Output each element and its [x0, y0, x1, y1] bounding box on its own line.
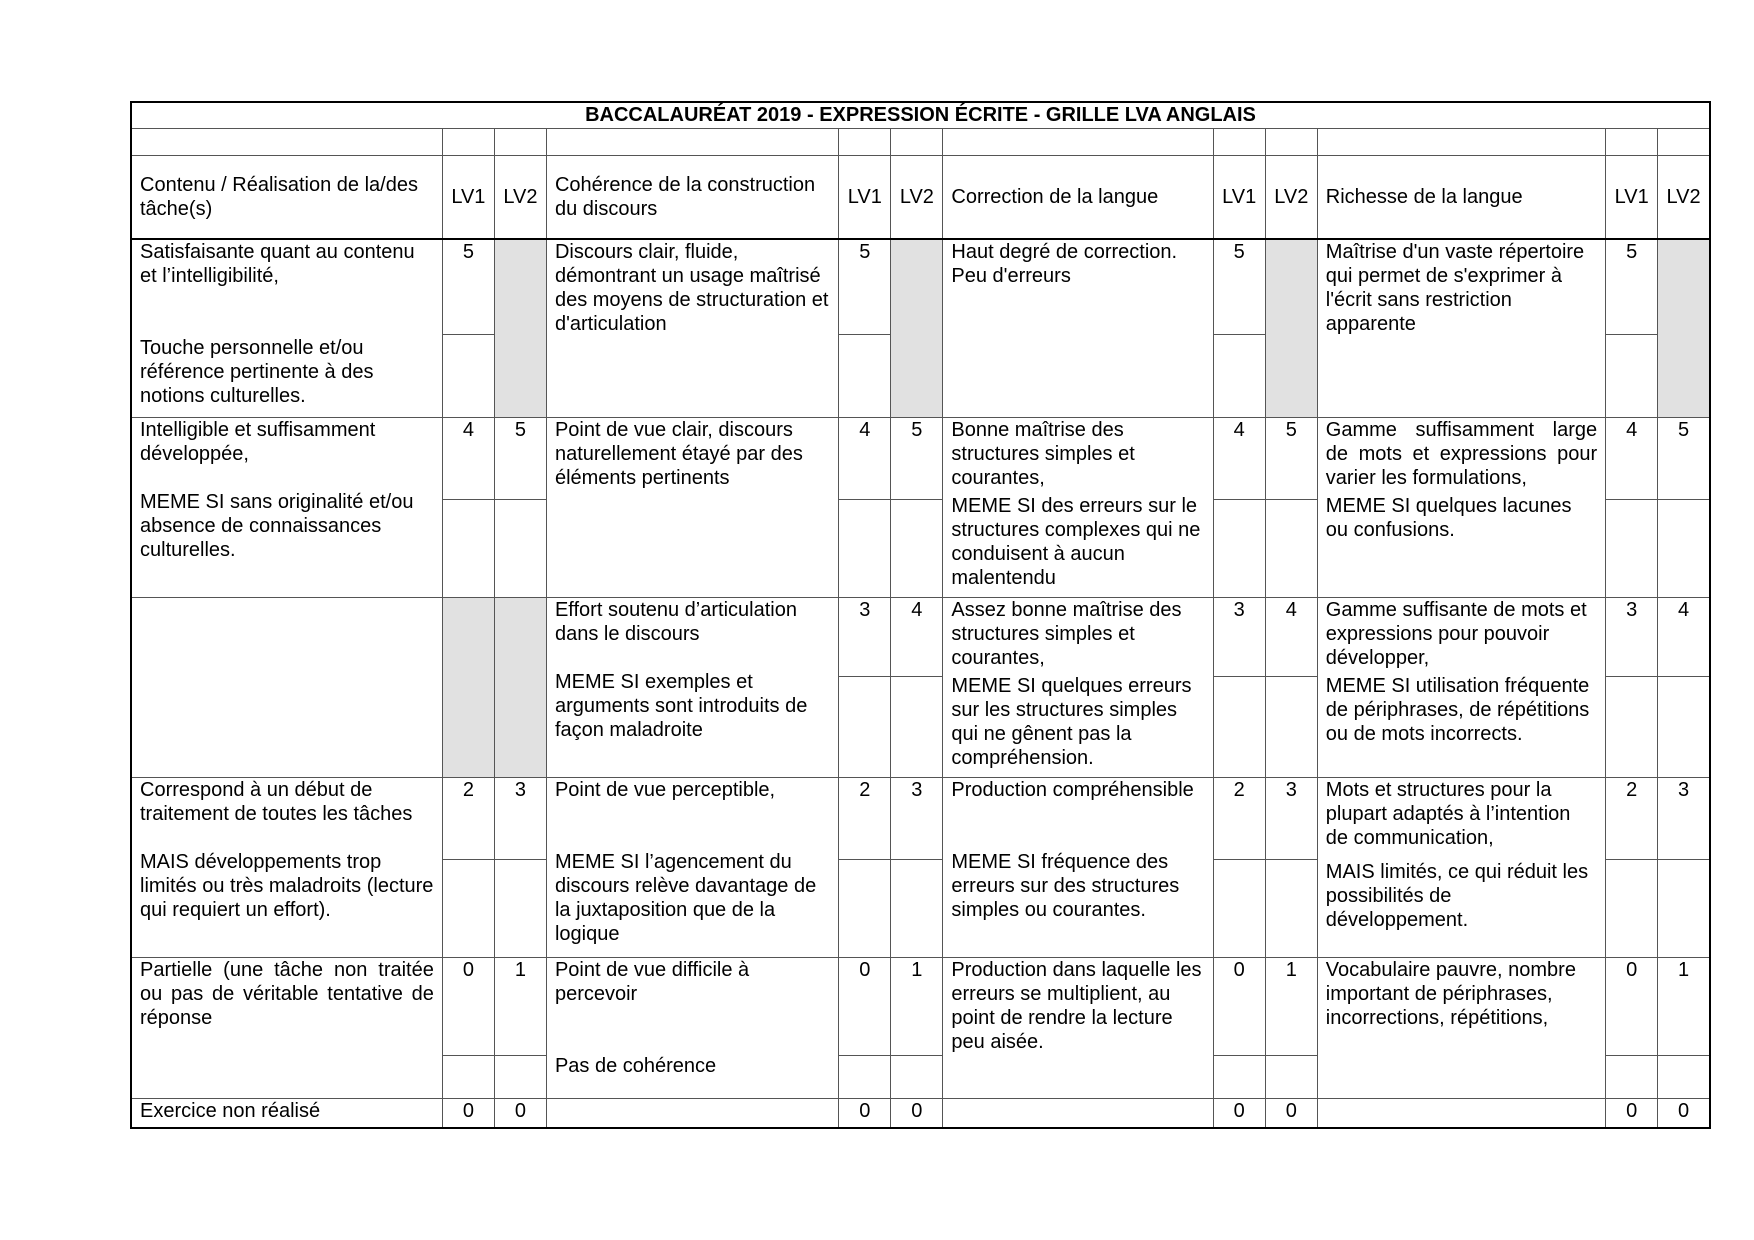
- header-lv2: LV2: [891, 156, 943, 240]
- contenu-text: Intelligible et suffisamment développée,: [140, 419, 376, 465]
- score-row-3: [131, 598, 1710, 677]
- header-lv2: LV2: [1658, 156, 1710, 240]
- grid-title: BACCALAURÉAT 2019 - EXPRESSION ÉCRITE - GRILLE LVA ANGLAIS: [131, 102, 1710, 129]
- richesse-cell: [1317, 418, 1605, 598]
- richesse-text: Mots et structures pour la plupart adaptés à l’intention de communication,: [1325, 779, 1571, 849]
- score-lv1: 4: [442, 418, 494, 500]
- score-lv2: 5: [1265, 418, 1317, 500]
- richesse-text: MEME SI utilisation fréquente de périphrases, de répétitions ou de mots incorrects.: [1325, 675, 1590, 745]
- score-lv1: 2: [839, 778, 891, 860]
- contenu-cell: [131, 418, 442, 598]
- correction-text: Assez bonne maîtrise des structures simples et courantes,: [951, 599, 1182, 669]
- score-row-0: [131, 958, 1710, 1056]
- score-lv2: 5: [891, 418, 943, 500]
- correction-text: Production compréhensible: [951, 779, 1194, 801]
- richesse-text: MEME SI quelques lacunes ou confusions.: [1325, 495, 1572, 541]
- coherence-text: MEME SI l’agencement du discours relève davantage de la juxtaposition que de la logique: [554, 851, 817, 945]
- score-lv1: 0: [1213, 958, 1265, 1056]
- header-lv1: LV1: [1606, 156, 1658, 240]
- score-lv1: 3: [1213, 598, 1265, 677]
- header-richesse: Richesse de la langue: [1317, 156, 1605, 240]
- coherence-text: Point de vue difficile à percevoir: [554, 959, 750, 1005]
- score-lv1: 0: [839, 958, 891, 1056]
- score-lv1: 2: [1606, 778, 1658, 860]
- spacer-row: [131, 129, 1710, 156]
- header-lv1: LV1: [442, 156, 494, 240]
- header-coherence: Cohérence de la construction du discours: [546, 156, 838, 240]
- score-lv2: 4: [1265, 598, 1317, 677]
- header-lv2: LV2: [494, 156, 546, 240]
- score-lv1: 0: [442, 958, 494, 1056]
- score-lv1: 0: [1606, 958, 1658, 1056]
- score-lv2: 0: [891, 1099, 943, 1129]
- score-lv2-empty: [1658, 239, 1710, 418]
- score-lv1-empty: [442, 598, 494, 778]
- score-lv2: 1: [891, 958, 943, 1056]
- score-lv1: 0: [442, 1099, 494, 1129]
- correction-text: Production dans laquelle les erreurs se multiplient, au point de rendre la lecture peu aisée.: [943, 958, 1213, 1099]
- header-contenu: Contenu / Réalisation de la/des tâche(s): [131, 156, 442, 240]
- coherence-cell: [546, 778, 838, 958]
- score-lv2: 5: [494, 418, 546, 500]
- coherence-text: Point de vue clair, discours naturellement étayé par des éléments pertinents: [546, 418, 838, 598]
- correction-text: Bonne maîtrise des structures simples et courantes,: [951, 419, 1135, 489]
- score-lv2-empty: [494, 239, 546, 418]
- richesse-text: Vocabulaire pauvre, nombre important de périphrases, incorrections, répétitions,: [1317, 958, 1605, 1099]
- score-lv2-empty: [1265, 239, 1317, 418]
- score-lv1: 0: [1213, 1099, 1265, 1129]
- score-lv2: 1: [1265, 958, 1317, 1056]
- score-lv1: 5: [442, 239, 494, 335]
- contenu-text: MEME SI sans originalité et/ou absence de connaissances culturelles.: [140, 491, 414, 561]
- score-lv2: 3: [494, 778, 546, 860]
- richesse-cell: [1317, 598, 1605, 778]
- score-lv1: 3: [1606, 598, 1658, 677]
- score-lv1: 4: [1213, 418, 1265, 500]
- score-lv1: 0: [839, 1099, 891, 1129]
- contenu-text: Satisfaisante quant au contenu et l’intelligibilité,: [140, 241, 415, 287]
- score-row-5: [131, 239, 1710, 335]
- score-lv1: 5: [1213, 239, 1265, 335]
- contenu-text: Correspond à un début de traitement de toutes les tâches: [140, 779, 413, 825]
- score-lv2: 3: [1658, 778, 1710, 860]
- score-lv1: 5: [1606, 239, 1658, 335]
- richesse-text: Gamme suffisante de mots et expressions pour pouvoir développer,: [1325, 599, 1587, 669]
- header-lv1: LV1: [1213, 156, 1265, 240]
- score-lv1: 4: [1606, 418, 1658, 500]
- correction-cell: [943, 598, 1213, 778]
- richesse-empty: [1317, 1099, 1605, 1129]
- coherence-cell: [546, 598, 838, 778]
- coherence-text: Point de vue perceptible,: [554, 779, 776, 801]
- score-lv1: 2: [1213, 778, 1265, 860]
- richesse-text: MAIS limités, ce qui réduit les possibilités de développement.: [1325, 861, 1589, 931]
- header-lv1: LV1: [839, 156, 891, 240]
- score-lv2: 4: [891, 598, 943, 677]
- coherence-text: Pas de cohérence: [554, 1055, 717, 1077]
- correction-text: Haut degré de correction. Peu d'erreurs: [943, 239, 1213, 418]
- score-lv2-empty: [891, 239, 943, 418]
- richesse-cell: [1317, 778, 1605, 958]
- score-lv2: 0: [1265, 1099, 1317, 1129]
- score-row-4: [131, 418, 1710, 500]
- score-lv2: 0: [494, 1099, 546, 1129]
- correction-text: MEME SI quelques erreurs sur les structures simples qui ne gênent pas la compréhension.: [951, 675, 1192, 769]
- grading-grid: [130, 101, 1711, 1129]
- contenu-text: Partielle (une tâche non traitée ou pas de véritable tentative de réponse: [131, 958, 442, 1099]
- score-lv2: 3: [891, 778, 943, 860]
- score-lv1: 4: [839, 418, 891, 500]
- contenu-text: Touche personnelle et/ou référence pertinente à des notions culturelles.: [140, 337, 374, 407]
- contenu-text: MAIS développements trop limités ou très maladroits (lecture qui requiert un effort).: [140, 851, 434, 921]
- score-lv1: 3: [839, 598, 891, 677]
- contenu-cell: [131, 778, 442, 958]
- coherence-text: Discours clair, fluide, démontrant un usage maîtrisé des moyens de structuration et d'articulation: [546, 239, 838, 418]
- coherence-empty: [546, 1099, 838, 1129]
- header-row: [131, 156, 1710, 240]
- coherence-text: Effort soutenu d’articulation dans le discours: [554, 599, 797, 645]
- score-row-none: [131, 1099, 1710, 1129]
- contenu-cell: [131, 239, 442, 418]
- correction-text: MEME SI fréquence des erreurs sur des structures simples ou courantes.: [951, 851, 1180, 921]
- correction-cell: [943, 418, 1213, 598]
- correction-cell: [943, 778, 1213, 958]
- contenu-empty: [131, 598, 442, 778]
- score-lv1: 5: [839, 239, 891, 335]
- correction-empty: [943, 1099, 1213, 1129]
- score-lv2: 4: [1658, 598, 1710, 677]
- header-correction: Correction de la langue: [943, 156, 1213, 240]
- score-lv2: 5: [1658, 418, 1710, 500]
- contenu-text: Exercice non réalisé: [131, 1099, 442, 1129]
- correction-text: MEME SI des erreurs sur le structures complexes qui ne conduisent à aucun malentendu: [951, 495, 1201, 589]
- score-lv1: 2: [442, 778, 494, 860]
- richesse-text: Gamme suffisamment large de mots et expressions pour varier les formulations,: [1325, 419, 1598, 489]
- coherence-text: MEME SI exemples et arguments sont introduits de façon maladroite: [554, 671, 808, 741]
- score-lv2: 1: [1658, 958, 1710, 1056]
- score-lv2: 1: [494, 958, 546, 1056]
- richesse-text: Maîtrise d'un vaste répertoire qui permet de s'exprimer à l'écrit sans restriction apparente: [1317, 239, 1605, 418]
- score-lv1: 0: [1606, 1099, 1658, 1129]
- header-lv2: LV2: [1265, 156, 1317, 240]
- score-row-2: [131, 778, 1710, 860]
- score-lv2: 3: [1265, 778, 1317, 860]
- coherence-cell: [546, 958, 838, 1099]
- score-lv2: 0: [1658, 1099, 1710, 1129]
- score-lv2-empty: [494, 598, 546, 778]
